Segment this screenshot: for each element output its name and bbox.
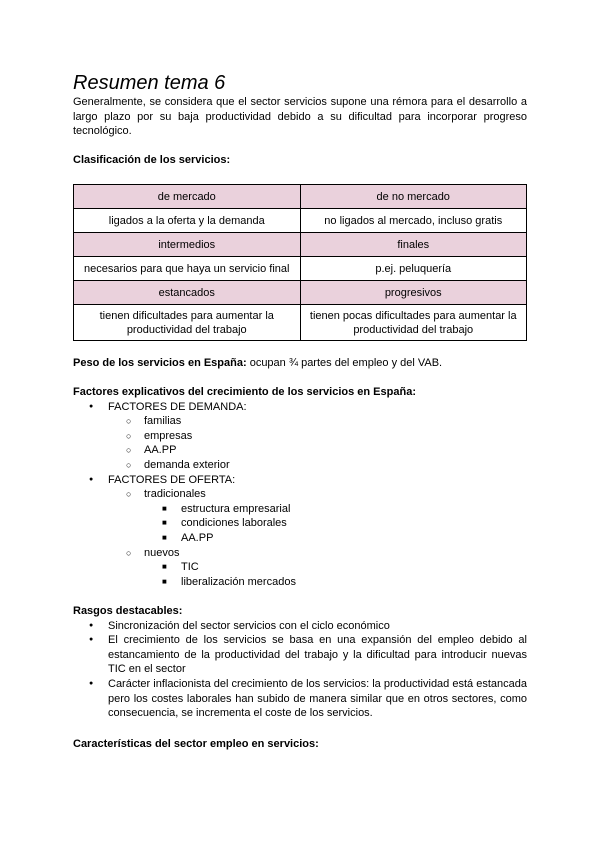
list-item: ● FACTORES DE DEMANDA: <box>73 400 527 415</box>
list-item: ○ demanda exterior <box>73 458 527 473</box>
list-item: ● Sincronización del sector servicios con el ciclo económico <box>73 619 527 634</box>
rasgos-list <box>73 619 527 721</box>
table-cell: progresivos <box>300 281 527 305</box>
table-cell: necesarios para que haya un servicio final <box>74 257 301 281</box>
table-cell: no ligados al mercado, incluso gratis <box>300 209 527 233</box>
heading-text: Características del sector empleo en servicios: <box>73 738 319 750</box>
list-item: ○ nuevos <box>73 546 527 561</box>
list-item: ○ AA.PP <box>73 443 527 458</box>
list-item: ■ estructura empresarial <box>73 502 527 517</box>
factores-list <box>73 400 527 590</box>
list-item: ○ familias <box>73 414 527 429</box>
table-cell: de no mercado <box>300 185 527 209</box>
table-row <box>74 233 527 257</box>
rasgos-section <box>73 604 527 721</box>
peso-text: ocupan ¾ partes del empleo y del VAB. <box>246 357 443 369</box>
list-item: ● El crecimiento de los servicios se basa en una expansión del empleo debido al estancamiento de la productividad del trabajo y la dificultad para introducir nuevas TIC en el sector <box>73 633 527 677</box>
table-cell: finales <box>300 233 527 257</box>
clasificacion-table <box>73 184 527 341</box>
factores-section <box>73 385 527 589</box>
peso-line <box>73 356 527 371</box>
caracteristicas-heading <box>73 737 527 752</box>
list-item: ■ liberalización mercados <box>73 575 527 590</box>
intro-paragraph: Generalmente, se considera que el sector servicios supone una rémora para el desarrollo a largo plazo por su baja productividad debido a su dificultad para incorporar progreso tecnológico. <box>73 96 527 138</box>
table-row <box>74 305 527 341</box>
page-title: Resumen tema 6 <box>73 72 226 94</box>
list-item: ○ tradicionales <box>73 487 527 502</box>
table-cell: estancados <box>74 281 301 305</box>
table-row <box>74 257 527 281</box>
table-row <box>74 185 527 209</box>
table-cell: tienen dificultades para aumentar la productividad del trabajo <box>74 305 301 341</box>
clasificacion-heading <box>73 153 527 168</box>
list-item: ● FACTORES DE OFERTA: <box>73 473 527 488</box>
table-cell: tienen pocas dificultades para aumentar la productividad del trabajo <box>300 305 527 341</box>
table-row <box>74 281 527 305</box>
list-item: ■ TIC <box>73 560 527 575</box>
list-item: ○ empresas <box>73 429 527 444</box>
heading-text: Clasificación de los servicios: <box>73 154 231 166</box>
table-cell: ligados a la oferta y la demanda <box>74 209 301 233</box>
list-item: ■ condiciones laborales <box>73 516 527 531</box>
list-item: ■ AA.PP <box>73 531 527 546</box>
list-item: ● Carácter inflacionista del crecimiento de los servicios: la productividad está estancada pero los costes laborales han subido de manera similar que en otros sectores, como consecuencia, se incrementa el coste de los servicios. <box>73 677 527 721</box>
table-row <box>74 209 527 233</box>
rasgos-heading: Rasgos destacables: <box>73 605 183 617</box>
peso-label: Peso de los servicios en España: <box>73 357 247 369</box>
factores-heading: Factores explicativos del crecimiento de los servicios en España: <box>73 386 416 398</box>
table-cell: intermedios <box>74 233 301 257</box>
table-cell: p.ej. peluquería <box>300 257 527 281</box>
table-cell: de mercado <box>74 185 301 209</box>
